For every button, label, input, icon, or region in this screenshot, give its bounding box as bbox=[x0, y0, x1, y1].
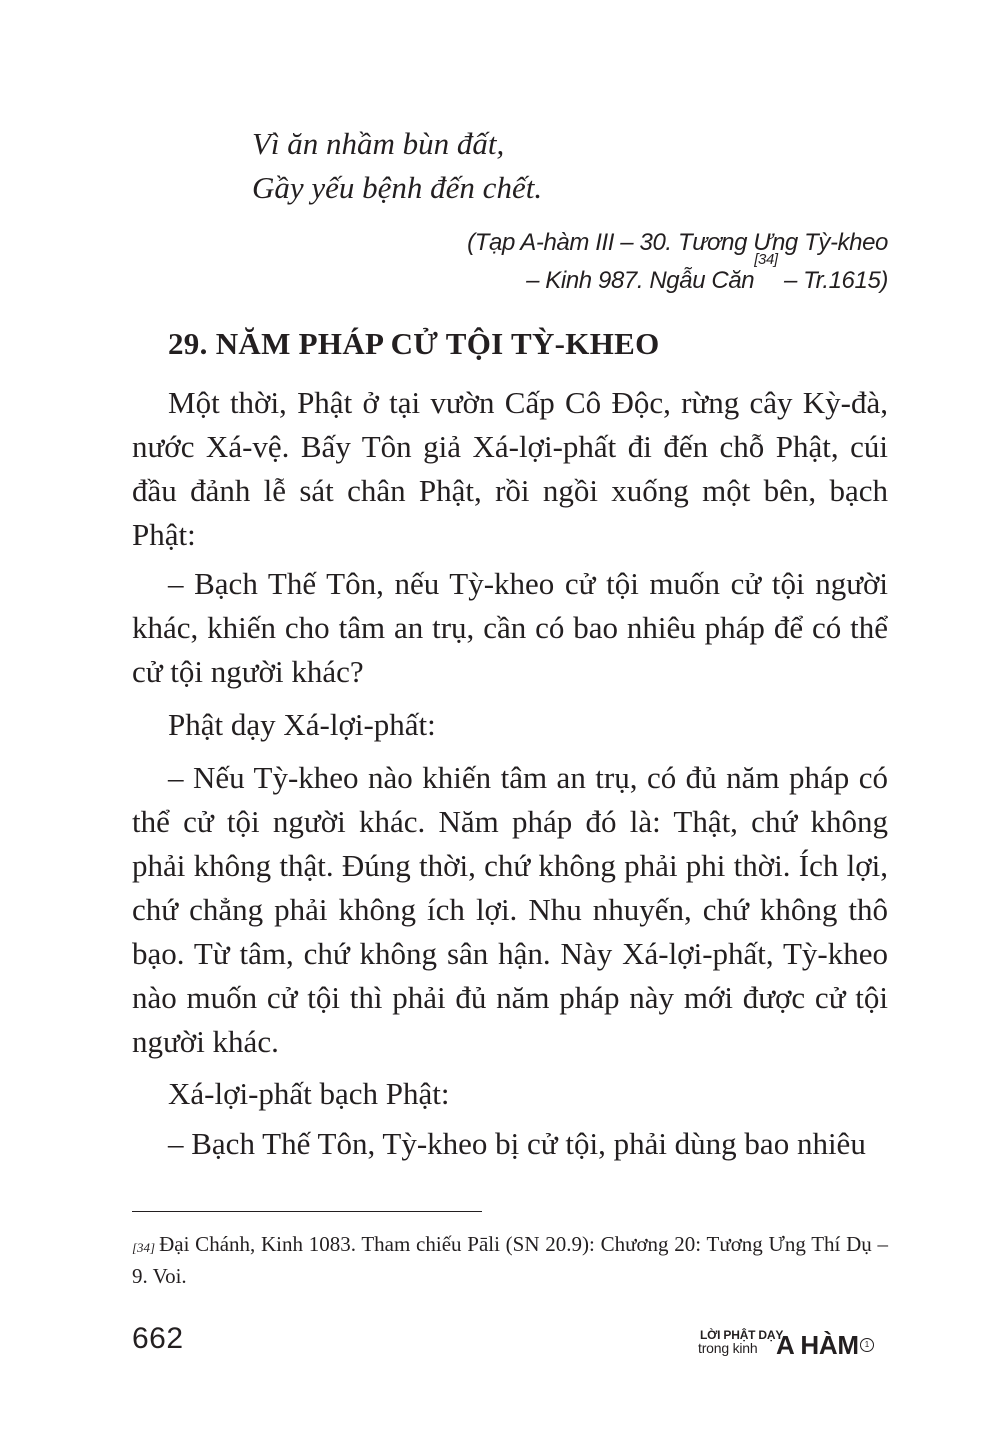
citation-line-2 bbox=[328, 251, 888, 300]
paragraph-2: – Bạch Thế Tôn, nếu Tỳ-kheo cử tội muốn cử tội người khác, khiến cho tâm an trụ, cần có bao nhiêu pháp để có thể cử tội người khác? bbox=[132, 566, 888, 689]
footnote bbox=[132, 1228, 888, 1292]
brand-main-text: A HÀM bbox=[776, 1330, 859, 1360]
section-heading: 29. NĂM PHÁP CỬ TỘI TỲ-KHEO bbox=[168, 326, 660, 361]
paragraph-3: Phật dạy Xá-lợi-phất: bbox=[168, 707, 436, 742]
verse-block bbox=[252, 122, 542, 210]
source-citation bbox=[328, 224, 888, 300]
brand-bottom-text: trong kinh bbox=[698, 1340, 758, 1356]
citation-line-1: (Tạp A-hàm III – 30. Tương Ưng Tỳ-kheo bbox=[467, 229, 888, 256]
verse-line-2: Gầy yếu bệnh đến chết. bbox=[252, 170, 543, 205]
citation-line-2-text: – Kinh 987. Ngẫu Căn bbox=[526, 267, 755, 294]
footnote-reference: [34] bbox=[754, 251, 778, 268]
paragraph-6: – Bạch Thế Tôn, Tỳ-kheo bị cử tội, phải dùng bao nhiêu bbox=[168, 1126, 866, 1161]
citation-line-2-end: – Tr.1615) bbox=[777, 267, 888, 294]
paragraph-5: Xá-lợi-phất bạch Phật: bbox=[168, 1076, 450, 1111]
page-number: 662 bbox=[132, 1322, 184, 1355]
paragraph-4: – Nếu Tỳ-kheo nào khiến tâm an trụ, có đủ năm pháp có thể cử tội người khác. Năm pháp đó là: Thật, chứ không phải không thật. Đúng thời, chứ không phải phi thời. Ích lợi, chứ chẳng phải không ích lợi. Nhu nhuyến, chứ không thô bạo. Từ tâm, chứ không sân hận. Này Xá-lợi-phất, Tỳ-kheo nào muốn cử tội thì phải đủ năm pháp này mới được cử tội người khác. bbox=[132, 760, 888, 1059]
brand-top-text: LỜI PHẬT DẠY bbox=[700, 1328, 784, 1342]
book-title-logo bbox=[698, 1328, 888, 1364]
volume-badge: 1 bbox=[860, 1338, 874, 1352]
footnote-mark: [34] bbox=[132, 1240, 156, 1255]
verse-line-1: Vì ăn nhầm bùn đất, bbox=[252, 126, 505, 161]
paragraph-1: Một thời, Phật ở tại vườn Cấp Cô Độc, rừng cây Kỳ-đà, nước Xá-vệ. Bấy Tôn giả Xá-lợi-phất đi đến chỗ Phật, cúi đầu đảnh lễ sát chân Phật, rồi ngồi xuống một bên, bạch Phật: bbox=[132, 385, 888, 552]
footnote-text: Đại Chánh, Kinh 1083. Tham chiếu Pāli (SN 20.9): Chương 20: Tương Ưng Thí Dụ – 9. Voi. bbox=[132, 1232, 888, 1288]
footnote-separator bbox=[132, 1211, 482, 1212]
